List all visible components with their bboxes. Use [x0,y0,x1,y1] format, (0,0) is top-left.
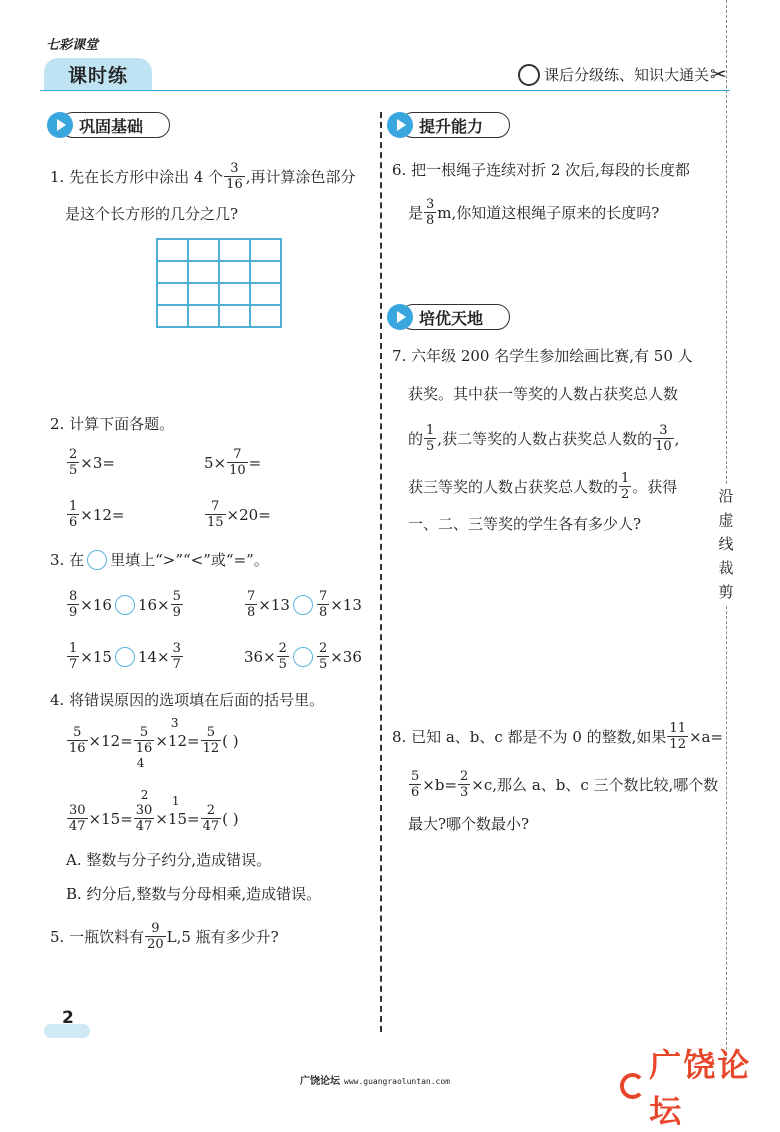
q4-ex2: $\frac{30}{47}$ ×15= 2 $\frac{30}{47}$ × 1 15 = $\frac{2}{47}$ ( ) [69,788,239,834]
cut-instruction: 沿 虚 线 裁 剪 [716,484,736,604]
play-icon [47,112,73,138]
q2-expr3: $\frac{1}{6}$ ×12= [69,499,125,530]
play-icon [387,304,413,330]
rectangle-grid[interactable] [156,238,282,328]
scissors-icon: ✂ [710,62,727,86]
q7-line5: 一、二、三等奖的学生各有多少人? [408,515,642,533]
q3-r1b: $\frac{7}{8}$ ×13 $\frac{7}{8}$ ×13 [247,589,362,620]
q2-expr4: $\frac{7}{15}$ ×20= [207,499,271,530]
tab-title: 课时练 [44,58,152,90]
section-basic-label: 巩固基础 [79,116,144,136]
footer-site: 广饶论坛 www.guangraoluntan.com [300,1076,450,1087]
q6-line1: 6. 把一根绳子连续对折 2 次后,每段的长度都 [392,161,690,179]
compare-circle[interactable] [115,595,135,615]
q2-expr1: $\frac{2}{5}$ ×3= [69,447,115,478]
q3-r2b: 36× $\frac{2}{5}$ $\frac{2}{5}$ ×36 [244,641,362,672]
section-excellence [400,304,510,330]
section-basic [60,112,170,138]
q6-line2: 是 $\frac{3}{8}$ m,你知道这根绳子原来的长度吗? [408,197,660,228]
q3-r2a: $\frac{1}{7}$ ×15 14× $\frac{3}{7}$ [69,641,181,672]
slogan: 课后分级练、知识大通关 [544,66,710,84]
q7-line1: 7. 六年级 200 名学生参加绘画比赛,有 50 人 [392,347,693,365]
q2-expr2: 5× $\frac{7}{10}$ = [204,447,262,478]
compare-circle[interactable] [115,647,135,667]
logo-icon [620,1073,645,1099]
page-number: 2 [62,1008,74,1028]
section-advance [400,112,510,138]
section-advance-label: 提升能力 [419,116,484,136]
q4-option-b: B. 约分后,整数与分母相乘,造成错误。 [66,885,322,903]
compare-circle[interactable] [293,647,313,667]
compare-circle[interactable] [293,595,313,615]
q7-line2: 获奖。其中获一等奖的人数占获奖总人数 [408,385,679,403]
q8-line2: $\frac{5}{6}$ ×b= $\frac{2}{3}$ ×c,那么 a、b、c 三个数比较,哪个数 [411,769,719,800]
blank-circle-icon [87,550,107,570]
q4-option-a: A. 整数与分子约分,造成错误。 [66,851,272,869]
logo-text: 广饶论坛 [649,1046,752,1130]
q8-line3: 最大?哪个数最小? [408,815,530,833]
q7-line3: 的 $\frac{1}{5}$ ,获二等奖的人数占获奖总人数的 $\frac{3}{10}$ , [408,423,680,454]
footer-logo[interactable] [620,1040,780,1132]
q8-line1: 8. 已知 a、b、c 都是不为 0 的整数,如果 $\frac{11}{12}$ ×a= [392,721,724,752]
q2-title: 2. 计算下面各题。 [50,415,175,433]
column-divider [380,112,382,1032]
q3-title: 3. 在 里填上“>”“<”或“=”。 [50,551,269,569]
q1-line2: 是这个长方形的几分之几? [65,205,239,223]
q7-line4: 获三等奖的人数占获奖总人数的 $\frac{1}{2}$ 。获得 [408,471,678,502]
play-icon [387,112,413,138]
brand-logo: 七彩课堂 [46,38,99,53]
q1-line1: 1. 先在长方形中涂出 4 个 $\frac{3}{16}$ ,再计算涂色部分 [50,161,356,192]
section-excellence-label: 培优天地 [419,308,484,328]
q3-r1a: $\frac{8}{9}$ ×16 16× $\frac{5}{9}$ [69,589,181,620]
q4-title: 4. 将错误原因的选项填在后面的括号里。 [50,691,325,709]
q4-ex1: $\frac{5}{16}$ ×12= $\frac{5}{16}$ 4 × 12 3 = $\frac{5}{12}$ ( ) [69,715,239,770]
clock-icon [518,64,540,86]
q5: 5. 一瓶饮料有 $\frac{9}{20}$ L,5 瓶有多少升? [50,921,279,952]
